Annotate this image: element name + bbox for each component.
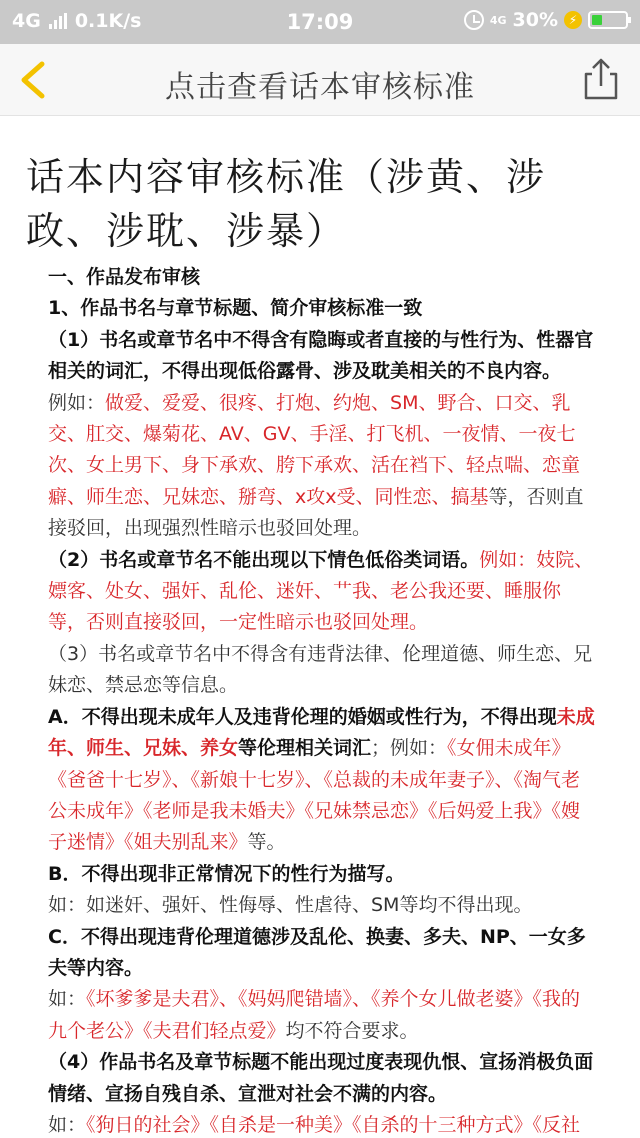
- rule-2-heading: （2）书名或章节名不能出现以下情色低俗类词语。: [48, 548, 480, 571]
- rule-a-mid: ；例如：: [371, 737, 448, 760]
- battery-level: [592, 15, 602, 25]
- rule-c-suffix: 均不符合要求。: [285, 1019, 419, 1042]
- rule-a-heading: A．不得出现未成年人及违背伦理的婚姻或性行为，不得出现: [48, 705, 557, 728]
- article-content[interactable]: [0, 116, 640, 1138]
- battery-icon: [588, 11, 628, 29]
- battery-percent: 30%: [512, 9, 558, 31]
- rule-4-titles: 《狗日的社会》《自杀是一种美》《自杀的十三种方式》《反社: [86, 1113, 581, 1136]
- status-time: 17:09: [286, 10, 354, 34]
- status-right: [464, 9, 628, 31]
- rule-paragraph-3: （3）书名或章节名中不得含有违背法律、伦理道德、师生恋、兄妹恋、禁忌恋等信息。: [48, 642, 593, 697]
- example-suffix: 等，否则直接驳回，出现强烈性暗示也驳回处理。: [48, 485, 584, 540]
- rule-a-suffix: 等。: [247, 831, 286, 854]
- rule-a-paragraph: [48, 702, 596, 859]
- rule-c-titles: 《坏爹爹是夫君》、《妈妈爬错墙》、《养个女儿做老婆》《我的九个老公》《夫君们轻点爱》: [48, 988, 581, 1042]
- alarm-icon: [464, 10, 484, 30]
- charging-icon: ⚡: [564, 11, 582, 29]
- status-bar: [0, 0, 640, 44]
- subsection-heading: 1、作品书名与章节标题、简介审核标准一致: [48, 297, 423, 320]
- network-type-secondary: 4G: [489, 13, 507, 27]
- network-type: 4G: [12, 10, 41, 32]
- share-icon[interactable]: [578, 56, 624, 102]
- article-body: [48, 262, 596, 1138]
- rule-a-examples: 《女佣未成年》《爸爸十七岁》、《新娘十七岁》、《总裁的未成年妻子》、《淘气老公未成年》《老师是我未婚夫》《兄妹禁忌恋》《后妈爱上我》《嫂子迷情》《姐夫别乱来》: [48, 737, 581, 854]
- nav-bar: [0, 44, 640, 116]
- rule-2-examples: 例如：妓院、嫖客、处女、强奸、乱伦、迷奸、艹我、老公我还要、睡服你等，否则直接驳回，一定性暗示也驳回处理。: [48, 548, 594, 634]
- rule-b-examples: 如：如迷奸、强奸、性侮辱、性虐待、SM等均不得出现。: [48, 894, 533, 917]
- rule-a-terms: 未成年、师生、兄妹、养女: [48, 705, 595, 760]
- network-speed: 0.1K/s: [74, 10, 142, 32]
- rule-c-examples: [48, 984, 596, 1047]
- example-paragraph-1: [48, 388, 596, 545]
- example-terms: 做爱、爱爱、很疼、打炮、约炮、SM、野合、口交、乳交、肛交、爆菊花、AV、GV、手淫、打飞机、一夜情、一夜七次、女上男下、身下承欢、胯下承欢、活在裆下、轻点喘、恋童癖、师生恋、兄妹恋、掰弯、x攻x受、同性恋、搞基: [48, 391, 581, 508]
- rule-c-heading: C．不得出现违背伦理道德涉及乱伦、换妻、多夫、NP、一女多夫等内容。: [48, 925, 586, 979]
- rule-paragraph-4: （4）作品书名及章节标题不能出现过度表现仇恨、宣扬消极负面情绪、宣扬自残自杀、宣泄对社会不满的内容。: [48, 1051, 594, 1105]
- nav-title: 点击查看话本审核标准: [165, 70, 475, 105]
- rule-a-heading-tail: 等伦理相关词汇: [238, 737, 372, 760]
- rule-4-prefix: 如：: [48, 1113, 87, 1136]
- rule-paragraph-1: （1）书名或章节名中不得含有隐晦或者直接的与性行为、性器官相关的词汇，不得出现低俗露骨、涉及耽美相关的不良内容。: [48, 328, 594, 383]
- document-title: 话本内容审核标准（涉黄、涉政、涉耽、涉暴）: [26, 155, 547, 253]
- rule-4-examples: [48, 1110, 596, 1138]
- rule-paragraph-2: [48, 545, 596, 639]
- example-prefix: 例如：: [48, 391, 106, 414]
- section-heading: 一、作品发布审核: [48, 266, 201, 288]
- rule-c-prefix: 如：: [48, 988, 87, 1011]
- rule-b-heading: B．不得出现非正常情况下的性行为描写。: [48, 862, 405, 885]
